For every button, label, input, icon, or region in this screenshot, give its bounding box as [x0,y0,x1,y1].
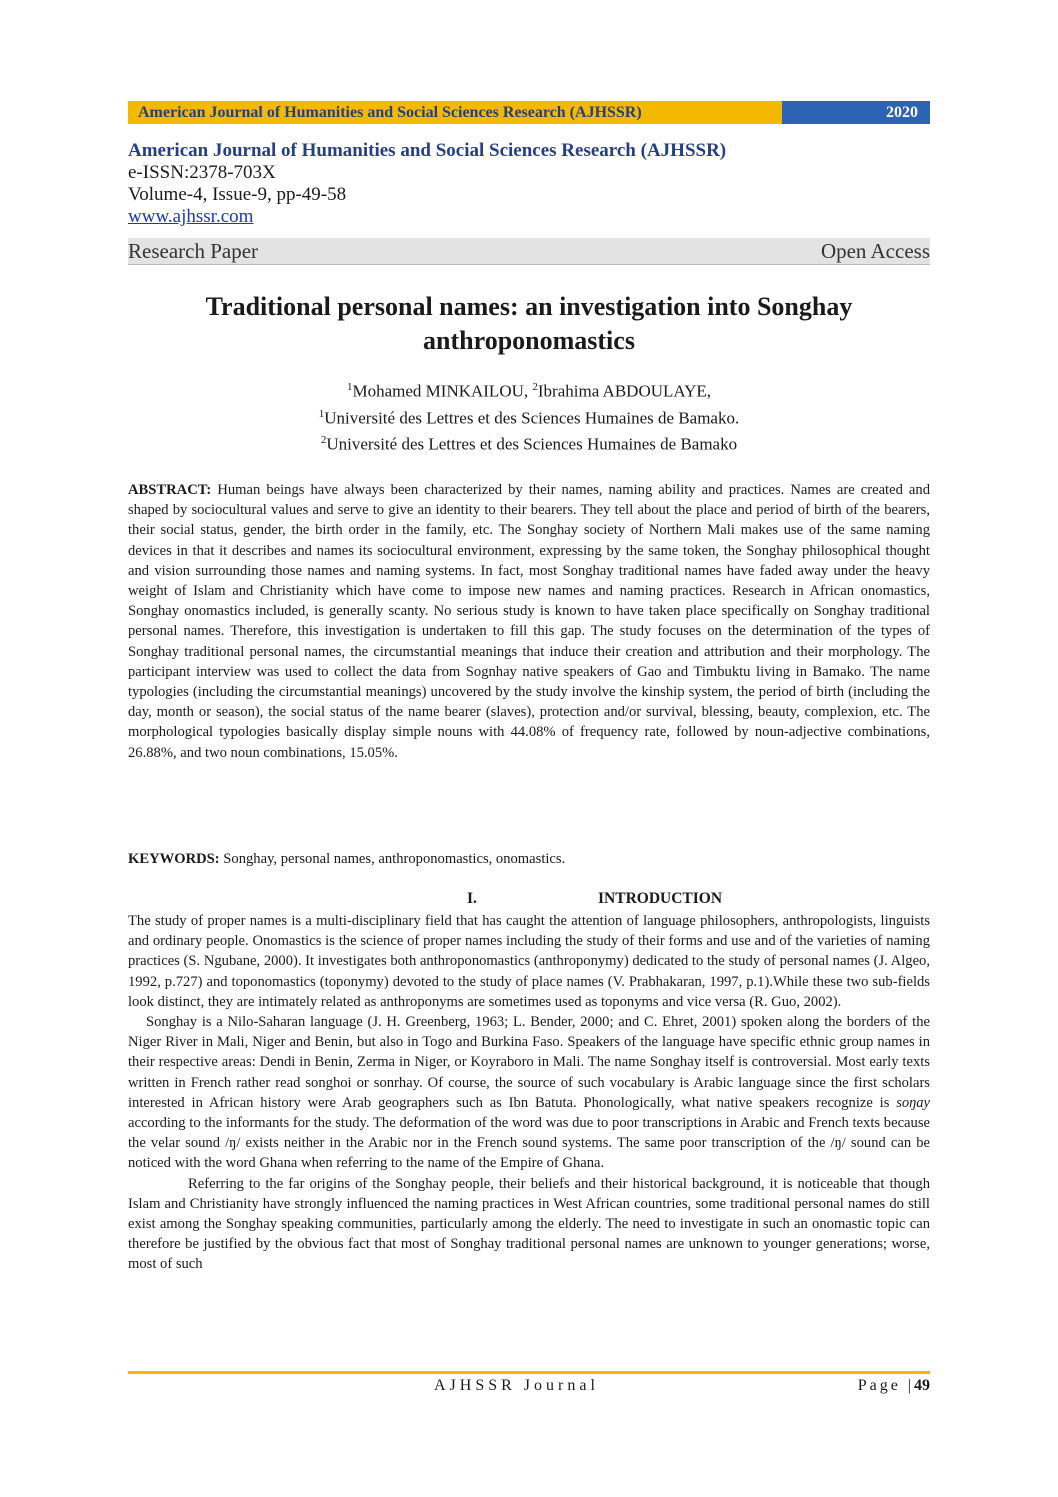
affiliation-sup: 1 [318,407,325,420]
paragraph-2-part-a: Songhay is a Nilo-Saharan language (J. H. Greenberg, 1963; L. Bender, 2000; and C. Ehret, 2001) spoken along the borders of the Niger River in Mali, Niger and Benin, but also in Togo and Burkina Faso. Speakers of the language have specific ethnic group names in their respective areas: Dendi in Benin, Zerma in Niger, or Koyraboro in Mali. The name Songhay itself is controversial. Most early texts written in French rather read songhoi or sonrhay. Of course, the source of such vocabulary is Arabic language since the first scholars interested in African history were Arab geographers such as Ibn Batuta. Phonologically, what native speakers recognize is [128,1014,930,1111]
paragraph-1: The study of proper names is a multi-disciplinary field that has caught the attention of language philosophers, anthropologists, linguists and ordinary people. Onomastics is the science of proper names including the study of their forms and use and of the varieties of naming practices (S. Ngubane, 2000). It investigates both anthroponomastics (anthroponymy) dedicated to the study of personal names (J. Algeo, 1992, p.727) and toponomastics (toponymy) devoted to the study of place names (V. Prabhakaran, 1997, p.1).While these two sub-fields look distinct, they are intimately related as anthroponyms are sometimes used as toponyms and vice versa (R. Guo, 2002). [128,913,930,1010]
footer-page [858,1377,930,1395]
affiliation-text: Université des Lettres et des Sciences Humaines de Bamako. [324,408,740,428]
journal-meta [128,140,930,228]
section-number: I. [467,890,477,907]
abstract [128,480,930,763]
abstract-label: ABSTRACT: [128,482,212,498]
access-type: Open Access [820,238,930,263]
keywords-text: Songhay, personal names, anthroponomastics, onomastics. [223,851,566,867]
paper-title [128,290,930,358]
footer-page-label: Page | [857,1377,914,1394]
page-footer [128,1377,930,1397]
abstract-text: Human beings have always been characterized by their names, naming ability and practices. Names are created and shaped by sociocultural values and serve to give an identity to their bearers. They tell about the place and period of birth of the bearers, their social status, gender, the birth order in the family, etc. The Songhay society of Northern Mali makes use of the same naming devices in that it describes and names its sociocultural environment, expressing by the same token, the Songhay philosophical thought and vision surrounding those names and naming systems. In fact, most Songhay traditional names have faded away under the heavy weight of Islam and Christianity which have come to impose new names and naming practices. Research in African onomastics, Songhay onomastics included, is generally scanty. No serious study is known to have taken place specifically on Songhay traditional personal names. Therefore, this investigation is undertaken to fill this gap. The study focuses on the determination of the types of Songhay traditional personal names, the circumstantial meanings that induce their creation and attribution and their morphology. The participant interview was used to collect the data from Sognhay native speakers of Gao and Timbuktu living in Bamako. The name typologies (including the circumstantial meanings) uncovered by the study involve the kinship system, the period of birth (including the day, month or season), the social status of the name bearer (slaves), protection and/or survival, blessing, beauty, complexion, etc. The morphological typologies basically display simple nouns with 44.08% of frequency rate, followed by noun-adjective combinations, 26.88%, and two noun combinations, 15.05%. [128,482,931,761]
affiliation-1 [128,403,930,430]
running-header-year: 2020 [782,101,930,124]
paper-type-bar [128,238,930,265]
running-header [128,101,930,124]
author-sup: 2 [532,381,538,393]
affiliation-text: Université des Lettres et des Sciences Humaines de Bamako [326,434,738,454]
keywords-label: KEYWORDS: [128,851,220,867]
volume-info: Volume-4, Issue-9, pp-49-58 [128,184,347,205]
running-header-journal: American Journal of Humanities and Social Sciences Research (AJHSSR) [128,101,782,124]
italic-term: soŋay [896,1094,930,1111]
footer-rule [128,1371,930,1374]
body-text [128,911,930,1275]
paragraph-2-part-b: according to the informants for the study. The deformation of the word was due to poor transcriptions in Arabic and French texts because the velar sound /ŋ/ exists neither in the Arabic nor in the French sound systems. The same poor transcription of the /ŋ/ sound can be noticed with the word Ghana when referring to the name of the Empire of Ghana. [128,1115,930,1172]
journal-name: American Journal of Humanities and Social Sciences Research (AJHSSR) [128,140,727,161]
footer-journal: AJHSSR Journal [434,1377,599,1394]
authors-block [128,376,930,456]
paragraph-2 [128,1012,930,1174]
page-number: 49 [914,1377,930,1394]
paper-type: Research Paper [128,238,259,263]
author-1: Mohamed MINKAILOU, [352,381,529,401]
author-sup: 1 [346,381,353,393]
paragraph-3: Referring to the far origins of the Songhay people, their beliefs and their historical background, it is noticeable that though Islam and Christianity have strongly influenced the naming practices in West African countries, some traditional personal names do still exist among the Songhay speaking communities, particularly among the elderly. The need to investigate in such an onomastic topic can therefore be justified by the obvious fact that most of Songhay traditional personal names are unknown to younger generations; worse, most of such [128,1175,930,1273]
issn: e-ISSN:2378-703X [128,162,276,183]
affiliation-2 [128,429,930,456]
website-link[interactable]: www.ajhssr.com [128,206,254,227]
section-title: INTRODUCTION [598,890,723,907]
affiliation-sup: 2 [320,434,327,447]
keywords [128,849,930,869]
author-line [128,376,930,403]
author-2: Ibrahima ABDOULAYE, [537,381,712,401]
title-line-1: Traditional personal names: an investigation into Songhay [205,292,853,321]
title-line-2: anthroponomastics [423,326,635,355]
